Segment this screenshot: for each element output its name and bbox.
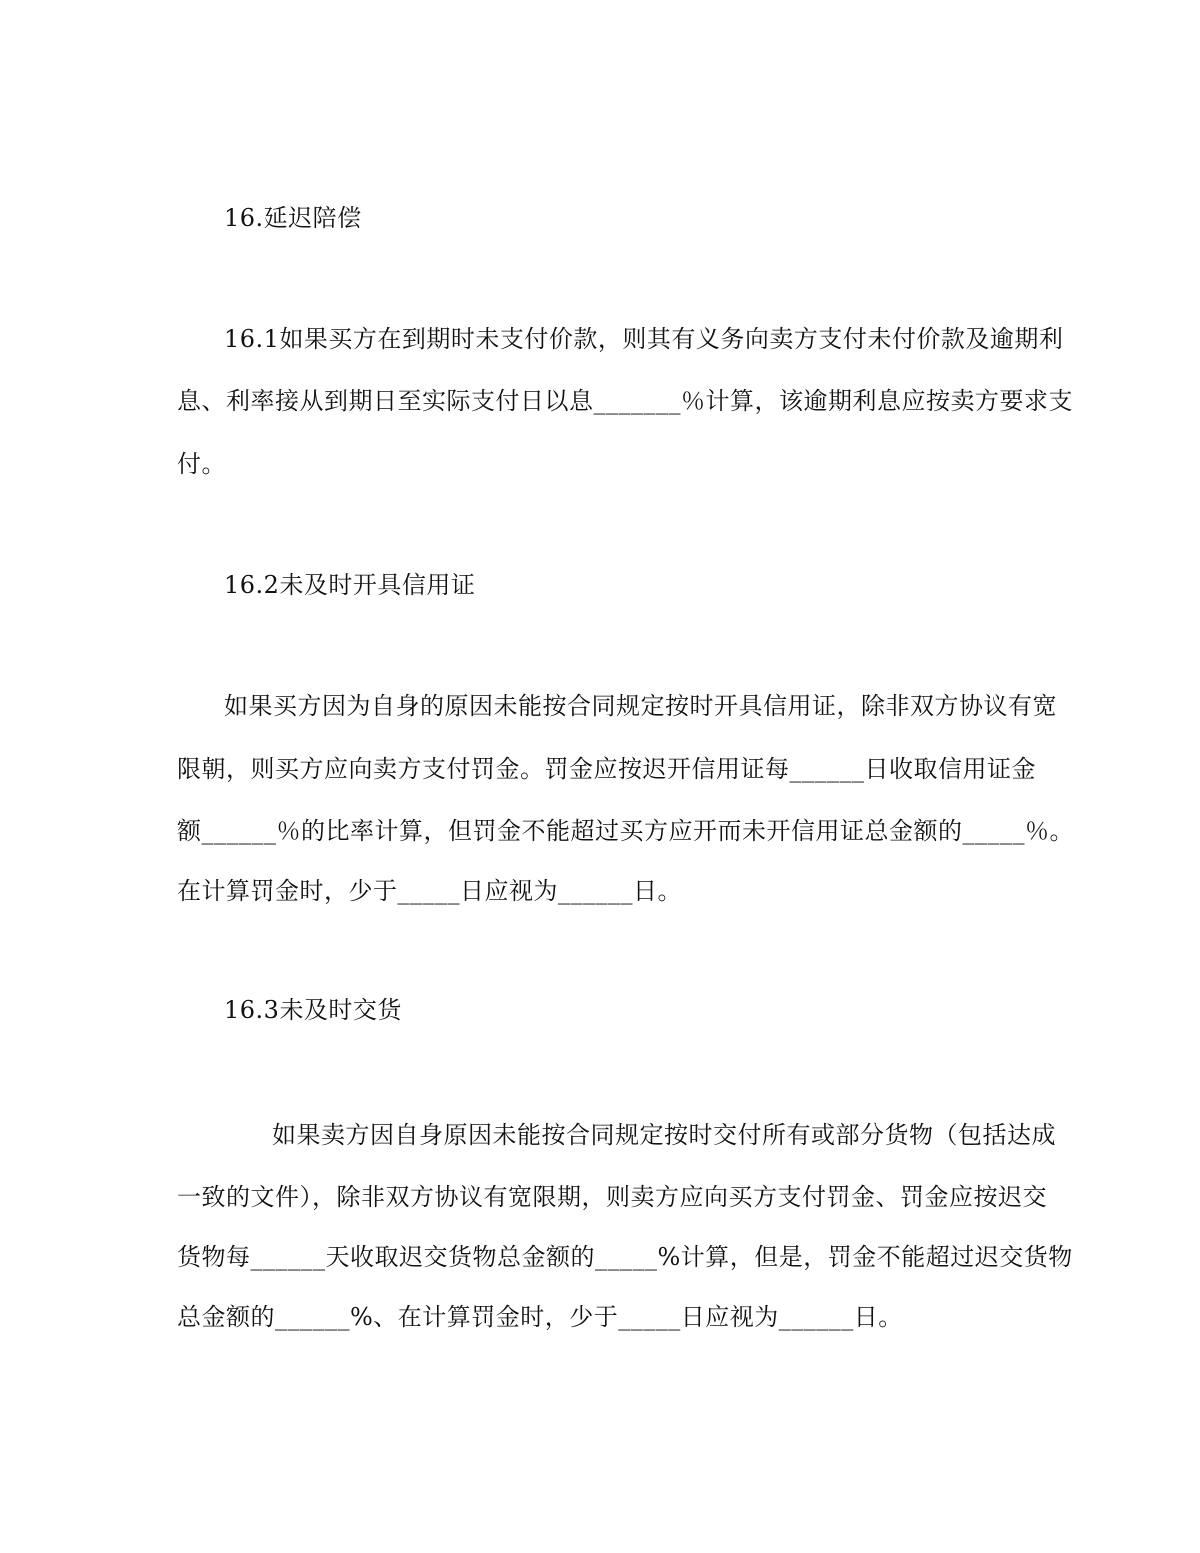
clause-16-3-line-2: 一致的文件），除非双方协议有宽限期，则卖方应向买方支付罚金、罚金应按迟交 <box>177 1183 1047 1211</box>
clause-16-2-line-2: 限朝，则买方应向卖方支付罚金。罚金应按迟开信用证每______日收取信用证金 <box>177 755 1036 783</box>
clause-16-1-line-3: 付。 <box>177 450 226 478</box>
clause-16-1-line-1: 16.1如果买方在到期时未支付价款，则其有义务向卖方支付未付价款及逾期利 <box>224 325 1064 353</box>
clause-16-1-line-2: 息、利率接从到期日至实际支付日以息_______％计算，该逾期利息应按卖方要求支 <box>177 387 1073 415</box>
clause-16-3-line-3: 货物每______天收取迟交货物总金额的_____%计算，但是，罚金不能超过迟交货物 <box>177 1243 1073 1271</box>
clause-16-2-heading: 16.2未及时开具信用证 <box>224 571 476 599</box>
clause-16-2-line-4: 在计算罚金时，少于_____日应视为______日。 <box>177 877 682 905</box>
clause-16-2-line-3: 额______％的比率计算，但罚金不能超过买方应开而未开信用证总金额的_____％。 <box>177 817 1074 845</box>
clause-16-2-line-1: 如果买方因为自身的原因未能按合同规定按时开具信用证，除非双方协议有宽 <box>224 692 1057 720</box>
clause-16-3-line-1: 如果卖方因自身原因未能按合同规定按时交付所有或部分货物（包括达成 <box>272 1121 1056 1149</box>
clause-16-3-heading: 16.3未及时交货 <box>224 996 402 1024</box>
clause-16-3-line-4: 总金额的______%、在计算罚金时，少于_____日应视为______日。 <box>177 1303 903 1331</box>
section-heading: 16.延迟陪偿 <box>224 204 362 232</box>
